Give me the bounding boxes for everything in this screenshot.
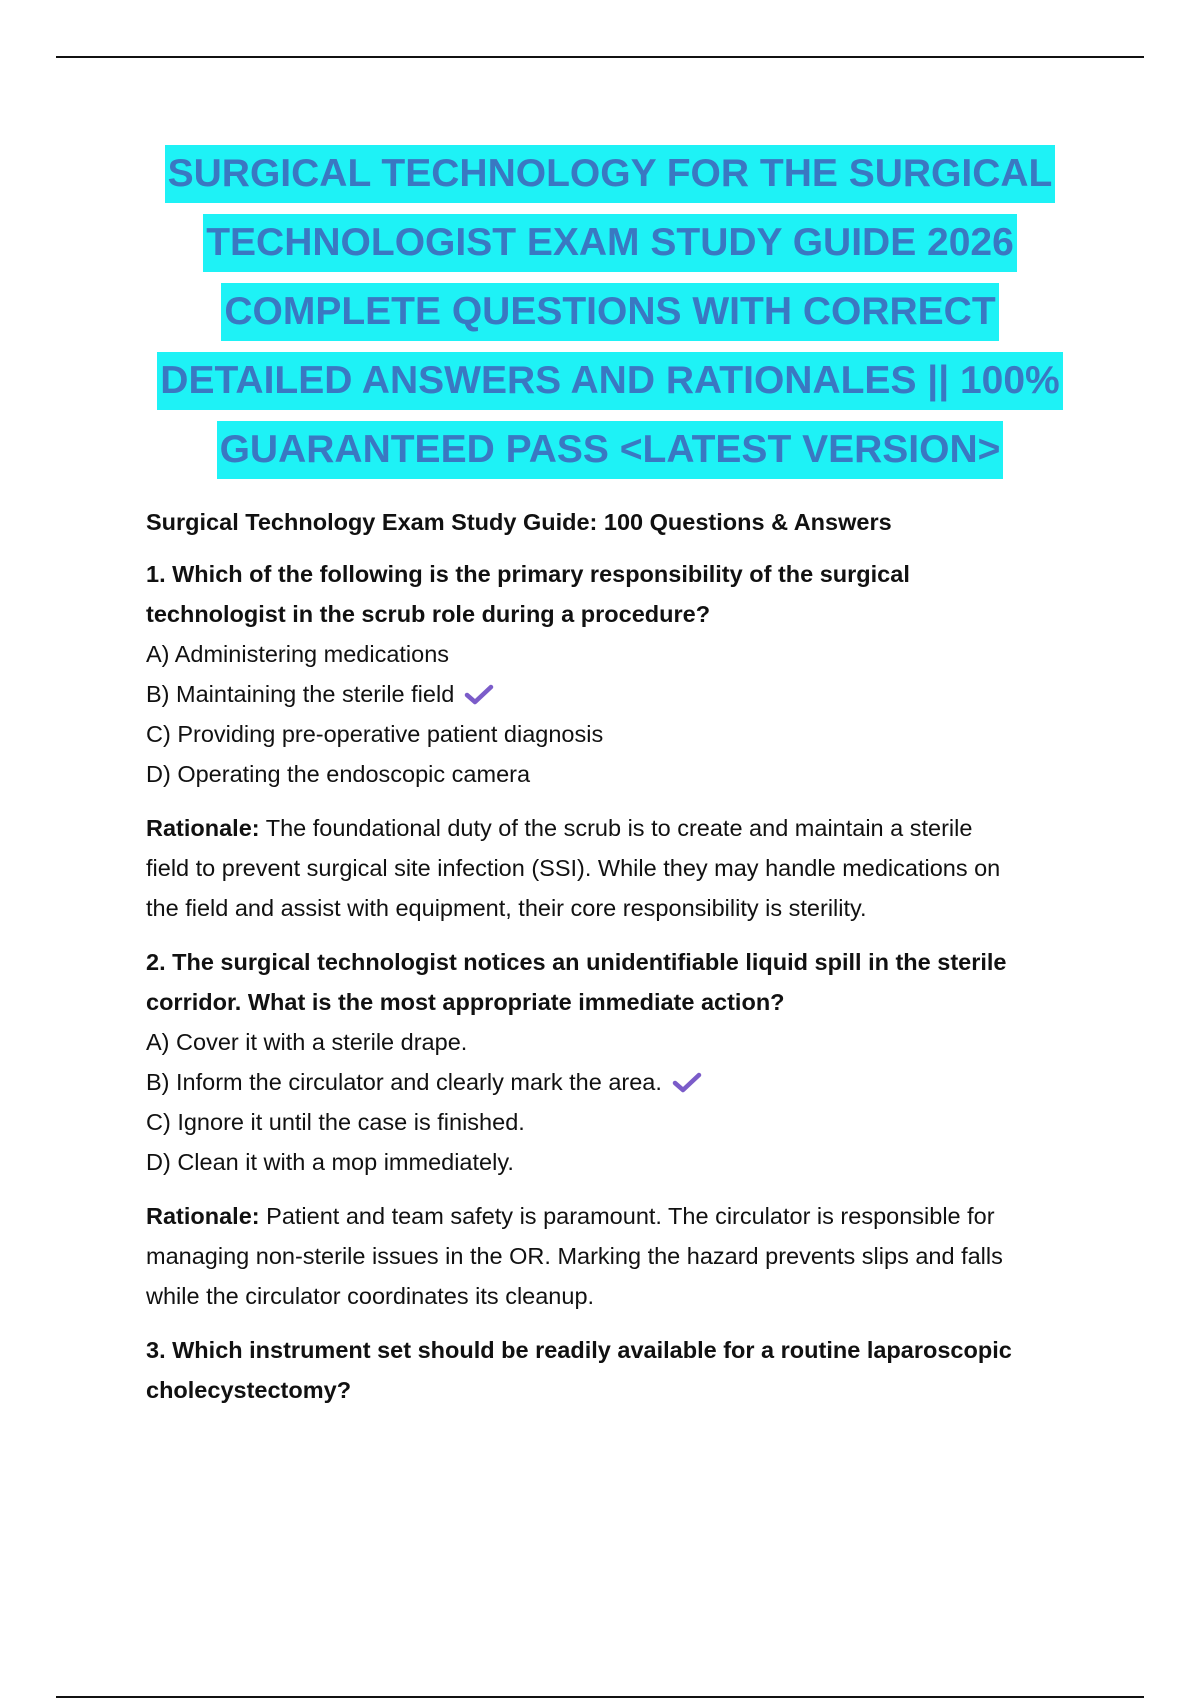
question-line: 1. Which of the following is the primary responsibility of the surgical — [146, 561, 910, 587]
answer-option-d — [146, 1142, 1096, 1182]
answer-option-a — [146, 1022, 1096, 1062]
option-label: A) Administering medications — [146, 641, 450, 667]
rationale-line: Patient and team safety is paramount. The circulator is responsible for — [259, 1203, 995, 1229]
title-line: COMPLETE QUESTIONS WITH CORRECT — [221, 283, 998, 341]
answer-option-b — [146, 674, 1096, 714]
question-block — [146, 1330, 1096, 1410]
question-line: cholecystectomy? — [146, 1377, 352, 1403]
question-line: 2. The surgical technologist notices an unidentifiable liquid spill in the sterile — [146, 949, 1007, 975]
document-body — [146, 502, 1096, 1410]
rationale — [146, 808, 1096, 928]
rationale-label: Rationale: — [146, 1203, 260, 1229]
answer-option-b — [146, 1062, 1096, 1102]
option-label: B) Inform the circulator and clearly mark the area. — [146, 1069, 662, 1095]
rationale-label: Rationale: — [146, 815, 260, 841]
answer-option-d — [146, 754, 1096, 794]
bottom-rule — [56, 1696, 1144, 1698]
question-block — [146, 554, 1096, 928]
option-label: A) Cover it with a sterile drape. — [146, 1029, 468, 1055]
check-icon — [672, 1071, 702, 1093]
title-line: GUARANTEED PASS <LATEST VERSION> — [217, 421, 1004, 479]
option-label: D) Clean it with a mop immediately. — [146, 1149, 514, 1175]
question-text — [146, 554, 1096, 634]
document-title — [140, 145, 1080, 490]
option-label: D) Operating the endoscopic camera — [146, 761, 531, 787]
rationale-line: The foundational duty of the scrub is to create and maintain a sterile — [259, 815, 973, 841]
rationale-line: field to prevent surgical site infection (SSI). While they may handle medications on — [146, 855, 1001, 881]
title-line: DETAILED ANSWERS AND RATIONALES || 100% — [157, 352, 1062, 410]
answer-option-c — [146, 714, 1096, 754]
check-icon — [464, 683, 494, 705]
option-label: C) Providing pre-operative patient diagnosis — [146, 721, 604, 747]
option-label: B) Maintaining the sterile field — [146, 681, 455, 707]
title-line: TECHNOLOGIST EXAM STUDY GUIDE 2026 — [203, 214, 1017, 272]
answer-option-c — [146, 1102, 1096, 1142]
document-subtitle: Surgical Technology Exam Study Guide: 100 Questions & Answers — [146, 509, 892, 535]
question-line: technologist in the scrub role during a procedure? — [146, 601, 711, 627]
answer-option-a — [146, 634, 1096, 674]
rationale-line: managing non-sterile issues in the OR. Marking the hazard prevents slips and falls — [146, 1243, 1003, 1269]
question-line: corridor. What is the most appropriate immediate action? — [146, 989, 785, 1015]
rationale-line: the field and assist with equipment, their core responsibility is sterility. — [146, 895, 867, 921]
title-line: SURGICAL TECHNOLOGY FOR THE SURGICAL — [165, 145, 1056, 203]
rationale — [146, 1196, 1096, 1316]
question-text — [146, 942, 1096, 1022]
top-rule — [56, 56, 1144, 58]
option-label: C) Ignore it until the case is finished. — [146, 1109, 525, 1135]
question-line: 3. Which instrument set should be readily available for a routine laparoscopic — [146, 1337, 1012, 1363]
question-text — [146, 1330, 1096, 1410]
question-block — [146, 942, 1096, 1316]
rationale-line: while the circulator coordinates its cleanup. — [146, 1283, 595, 1309]
